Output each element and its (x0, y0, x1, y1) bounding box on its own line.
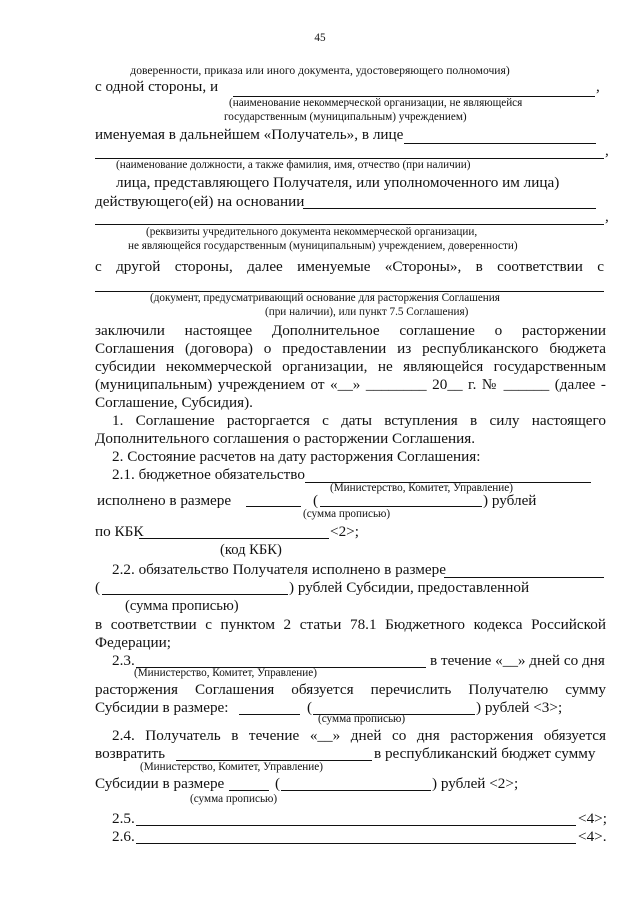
line-recipient: именуемая в дальнейшем «Получатель», в лице (95, 126, 404, 143)
hint-sum-words-3: (сумма прописью) (318, 713, 406, 725)
hint-sum-words-2: (сумма прописью) (125, 598, 239, 614)
hint-requisites-2: не являющейся государственным (муниципальным) учреждением, доверенности) (128, 240, 518, 252)
comma: , (605, 208, 609, 225)
item-2-6-blank (136, 843, 576, 844)
item-2: 2. Состояние расчетов на дату расторжения Соглашения: (112, 448, 481, 465)
rubles-3: ) рублей <3>; (476, 699, 563, 716)
basis-blank (303, 208, 596, 209)
in-person-blank (404, 143, 596, 144)
item-1-line-1: 1. Соглашение расторгается с даты вступления в силу настоящего (112, 412, 606, 429)
amount-blank-2-4 (229, 790, 269, 791)
para-concluded-3: субсидии некоммерческой организации, не являющейся государственным (95, 358, 606, 375)
hint-position: (наименование должности, а также фамилия, имя, отчество (при наличии) (116, 159, 471, 171)
recipient-obligation-blank (444, 577, 604, 578)
line-representative: лица, представляющего Получателя, или уполномоченного им лица) (116, 174, 560, 191)
line-power-of-attorney: доверенности, приказа или иного документа, удостоверяющего полномочия) (130, 64, 510, 77)
hint-org-name-2: государственным (муниципальным) учреждением) (224, 111, 467, 123)
item-2-4-return: возвратить (95, 745, 166, 762)
item-2-2: 2.2. обязательство Получателя исполнено в размере (112, 561, 446, 578)
line-other-side: с другой стороны, далее именуемые «Стороны», в соответствии с (95, 258, 604, 275)
hint-sum-words: (сумма прописью) (303, 508, 391, 520)
item-2-4-line-1: 2.4. Получатель в течение «__» дней со дня расторжения обязуется (112, 727, 606, 744)
line-acting-basis: действующего(ей) на основании (95, 193, 305, 210)
item-2-6-ref: <4>. (578, 828, 607, 845)
item-2-5-blank (136, 825, 576, 826)
amount-blank-2-3 (239, 714, 300, 715)
subsidy-rubles: ) рублей Субсидии, предоставленной (289, 579, 530, 596)
item-2-4-budget: в республиканский бюджет сумму (374, 745, 596, 762)
para-concluded-1: заключили настоящее Дополнительное соглашение о расторжении (95, 322, 606, 339)
page-number: 45 (314, 32, 326, 44)
item-2-6-num: 2.6. (112, 828, 135, 845)
item-2-2-federation: Федерации; (95, 634, 171, 651)
kbk-blank (139, 538, 329, 539)
hint-ministry: (Министерство, Комитет, Управление) (330, 482, 513, 494)
item-1-line-2: Дополнительного соглашения о расторжении Соглашения. (95, 430, 476, 447)
subsidy-words-blank (102, 594, 288, 595)
amount-words-blank (320, 506, 482, 507)
open-paren: ( (275, 775, 281, 792)
amount-words-blank-2-4 (281, 790, 431, 791)
open-paren: ( (95, 579, 101, 596)
item-2-3-num: 2.3. (112, 652, 135, 669)
hint-document-1: (документ, предусматривающий основание для расторжения Соглашения (150, 292, 500, 304)
item-2-5-num: 2.5. (112, 810, 135, 827)
comma: , (596, 78, 600, 95)
item-2-3-subsidy: Субсидии в размере: (95, 699, 229, 716)
kbk-ref: <2>; (330, 523, 359, 540)
item-2-3-days: в течение «__» дней со дня (430, 652, 605, 669)
para-concluded-5: Соглашение, Субсидия). (95, 394, 253, 411)
hint-sum-words-4: (сумма прописью) (190, 793, 278, 805)
hint-org-name-1: (наименование некоммерческой организации, не являющейся (229, 97, 523, 109)
rubles-2-4: ) рублей <2>; (432, 775, 519, 792)
open-paren: ( (313, 492, 319, 509)
hint-document-2: (при наличии), или пункт 7.5 Соглашения) (265, 306, 469, 318)
open-paren: ( (307, 699, 313, 716)
executed-amount-label: исполнено в размере (97, 492, 232, 509)
item-2-1: 2.1. бюджетное обязательство (112, 466, 305, 483)
basis-blank-2 (95, 224, 604, 225)
hint-kbk-code: (код КБК) (220, 542, 282, 558)
item-2-3-termination: расторжения Соглашения обязуется перечислить Получателю сумму (95, 681, 606, 698)
item-2-2-article: в соответствии с пунктом 2 статьи 78.1 Бюджетного кодекса Российской (95, 616, 606, 633)
rubles-label: ) рублей (483, 492, 537, 509)
amount-blank (246, 506, 301, 507)
kbk-label: по КБК (95, 523, 144, 540)
line-one-side: с одной стороны, и (95, 78, 219, 95)
comma: , (605, 142, 609, 159)
para-concluded-4: (муниципальным) учреждением от «__» ________ 20__ г. № ______ (далее - (95, 376, 606, 393)
hint-ministry-3: (Министерство, Комитет, Управление) (140, 761, 323, 773)
item-2-5-ref: <4>; (578, 810, 607, 827)
hint-requisites-1: (реквизиты учредительного документа некоммерческой организации, (146, 226, 478, 238)
hint-ministry-2: (Министерство, Комитет, Управление) (134, 667, 317, 679)
item-2-4-subsidy: Субсидии в размере (95, 775, 225, 792)
para-concluded-2: Соглашения (договора) о предоставлении из республиканского бюджета (95, 340, 606, 357)
